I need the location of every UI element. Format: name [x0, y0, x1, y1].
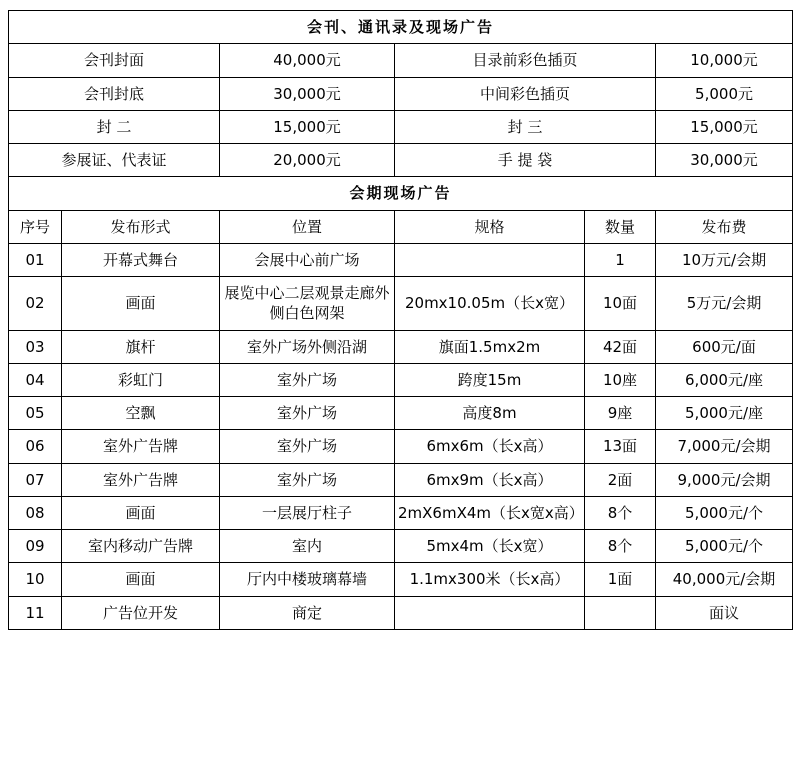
ad-qty: 2面	[585, 463, 656, 496]
ad-no: 09	[9, 530, 62, 563]
ad-spec: 6mx9m（长x高）	[395, 463, 585, 496]
ad-spec: 跨度15m	[395, 363, 585, 396]
ad-location: 室外广场外侧沿湖	[220, 330, 395, 363]
ad-qty: 8个	[585, 530, 656, 563]
ad-fee: 40,000元/会期	[656, 563, 793, 596]
ad-no: 06	[9, 430, 62, 463]
table-row-section	[9, 177, 793, 210]
ad-form: 画面	[62, 563, 220, 596]
publication-price: 40,000元	[220, 44, 395, 77]
column-header-qty: 数量	[585, 210, 656, 243]
advertising-rate-table	[8, 10, 793, 630]
table-header-row	[9, 210, 793, 243]
ad-fee: 5,000元/个	[656, 530, 793, 563]
publication-item: 会刊封面	[9, 44, 220, 77]
ad-fee: 5,000元/座	[656, 397, 793, 430]
ad-form: 旗杆	[62, 330, 220, 363]
ad-qty: 1面	[585, 563, 656, 596]
ad-form: 开幕式舞台	[62, 243, 220, 276]
table-row	[9, 530, 793, 563]
ad-no: 03	[9, 330, 62, 363]
ad-spec	[395, 596, 585, 629]
ad-location: 商定	[220, 596, 395, 629]
ad-form: 彩虹门	[62, 363, 220, 396]
ad-location: 一层展厅柱子	[220, 496, 395, 529]
publication-item: 封 三	[395, 110, 656, 143]
table-row	[9, 110, 793, 143]
ad-spec: 20mx10.05m（长x宽）	[395, 277, 585, 331]
ad-location: 会展中心前广场	[220, 243, 395, 276]
ad-section-title: 会期现场广告	[9, 177, 793, 210]
ad-location: 室外广场	[220, 463, 395, 496]
column-header-location: 位置	[220, 210, 395, 243]
ad-no: 02	[9, 277, 62, 331]
column-header-no: 序号	[9, 210, 62, 243]
table-row	[9, 596, 793, 629]
table-row	[9, 363, 793, 396]
table-row	[9, 463, 793, 496]
ad-fee: 5,000元/个	[656, 496, 793, 529]
column-header-spec: 规格	[395, 210, 585, 243]
ad-qty: 10面	[585, 277, 656, 331]
ad-qty: 42面	[585, 330, 656, 363]
ad-location: 厅内中楼玻璃幕墙	[220, 563, 395, 596]
ad-form: 室外广告牌	[62, 430, 220, 463]
publication-item: 封 二	[9, 110, 220, 143]
ad-no: 10	[9, 563, 62, 596]
table-row	[9, 563, 793, 596]
ad-location: 室外广场	[220, 397, 395, 430]
table-row	[9, 496, 793, 529]
ad-qty: 8个	[585, 496, 656, 529]
table-row	[9, 430, 793, 463]
publication-item: 目录前彩色插页	[395, 44, 656, 77]
ad-fee: 5万元/会期	[656, 277, 793, 331]
ad-no: 05	[9, 397, 62, 430]
ad-spec: 高度8m	[395, 397, 585, 430]
ad-fee: 10万元/会期	[656, 243, 793, 276]
ad-spec: 5mx4m（长x宽）	[395, 530, 585, 563]
ad-spec: 旗面1.5mx2m	[395, 330, 585, 363]
publication-price: 30,000元	[220, 77, 395, 110]
publication-price: 30,000元	[656, 144, 793, 177]
ad-qty: 1	[585, 243, 656, 276]
ad-form: 画面	[62, 277, 220, 331]
publication-item: 中间彩色插页	[395, 77, 656, 110]
ad-fee: 600元/面	[656, 330, 793, 363]
ad-form: 空飘	[62, 397, 220, 430]
ad-spec: 1.1mx300米（长x高）	[395, 563, 585, 596]
ad-no: 01	[9, 243, 62, 276]
column-header-fee: 发布费	[656, 210, 793, 243]
publication-item: 会刊封底	[9, 77, 220, 110]
table-row	[9, 77, 793, 110]
ad-form: 画面	[62, 496, 220, 529]
ad-fee: 6,000元/座	[656, 363, 793, 396]
ad-location: 展览中心二层观景走廊外侧白色网架	[220, 277, 395, 331]
publication-price: 10,000元	[656, 44, 793, 77]
ad-location: 室外广场	[220, 430, 395, 463]
ad-fee: 面议	[656, 596, 793, 629]
publication-item: 参展证、代表证	[9, 144, 220, 177]
table-row	[9, 330, 793, 363]
ad-no: 11	[9, 596, 62, 629]
publication-price: 15,000元	[656, 110, 793, 143]
ad-form: 广告位开发	[62, 596, 220, 629]
ad-no: 08	[9, 496, 62, 529]
ad-no: 04	[9, 363, 62, 396]
ad-spec	[395, 243, 585, 276]
ad-qty	[585, 596, 656, 629]
table-row	[9, 144, 793, 177]
ad-no: 07	[9, 463, 62, 496]
ad-form: 室内移动广告牌	[62, 530, 220, 563]
publication-item: 手 提 袋	[395, 144, 656, 177]
column-header-form: 发布形式	[62, 210, 220, 243]
ad-qty: 9座	[585, 397, 656, 430]
table-row	[9, 243, 793, 276]
table-row-title	[9, 11, 793, 44]
ad-location: 室外广场	[220, 363, 395, 396]
ad-fee: 7,000元/会期	[656, 430, 793, 463]
ad-spec: 6mx6m（长x高）	[395, 430, 585, 463]
publication-price: 5,000元	[656, 77, 793, 110]
document-title: 会刊、通讯录及现场广告	[9, 11, 793, 44]
table-row	[9, 277, 793, 331]
ad-qty: 13面	[585, 430, 656, 463]
ad-qty: 10座	[585, 363, 656, 396]
table-row	[9, 397, 793, 430]
table-row	[9, 44, 793, 77]
publication-price: 20,000元	[220, 144, 395, 177]
publication-price: 15,000元	[220, 110, 395, 143]
ad-location: 室内	[220, 530, 395, 563]
ad-form: 室外广告牌	[62, 463, 220, 496]
ad-fee: 9,000元/会期	[656, 463, 793, 496]
ad-spec: 2mX6mX4m（长x宽x高）	[395, 496, 585, 529]
